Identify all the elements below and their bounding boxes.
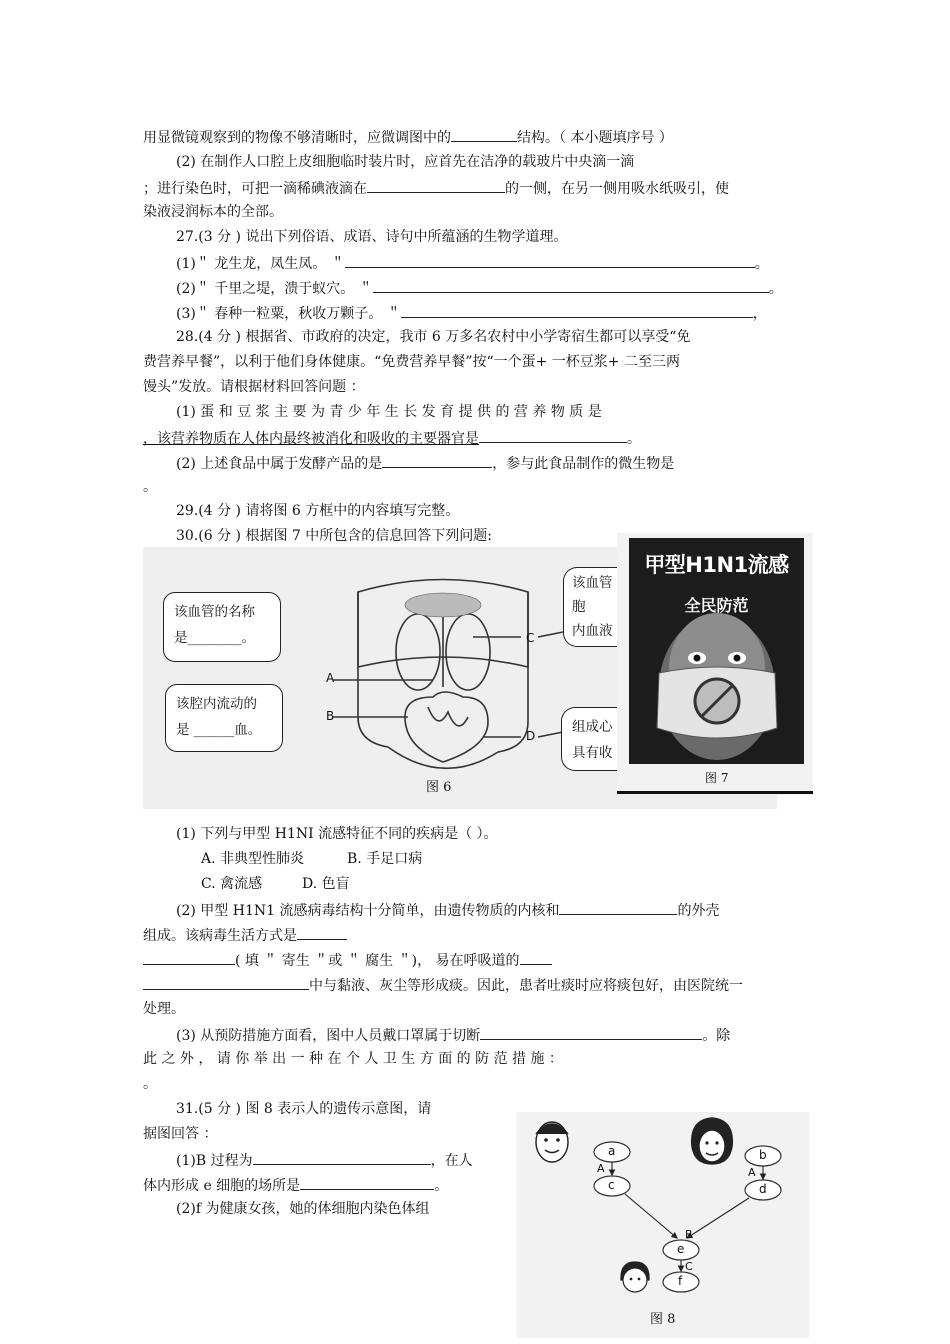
text-segment: (2) 上述食品中属于发酵产品的是 (176, 456, 383, 472)
answer-blank[interactable] (479, 428, 627, 443)
text-line: 。 (143, 1076, 157, 1092)
text-line (176, 253, 769, 273)
answer-blank[interactable] (345, 253, 755, 268)
text-segment: (2) 甲型 H1N1 流感病毒结构十分简单，由遗传物质的内核和 (176, 903, 560, 919)
poster-subtitle: 全民防范 (684, 596, 749, 615)
option-b: B. 手足口病 (347, 851, 423, 867)
text-line (143, 975, 743, 995)
answer-blank[interactable] (401, 303, 753, 318)
text-segment: 的外壳 (677, 903, 720, 919)
text-segment: (1)B 过程为 (176, 1153, 253, 1169)
callout-text: 胞 (572, 599, 586, 615)
node-d: d (759, 1182, 767, 1196)
option-a: A. 非典型性肺炎 (201, 851, 305, 867)
text-line: (1) 蛋 和 豆 浆 主 要 为 青 少 年 生 长 发 育 提 供 的 营 养 物 质 是 (176, 404, 602, 420)
label-c: C (526, 631, 535, 645)
node-b: b (759, 1148, 767, 1162)
answer-blank[interactable] (297, 925, 347, 940)
callout-chamber-blood (165, 684, 283, 752)
text-line (143, 925, 347, 945)
text-line (143, 127, 673, 147)
answer-blank[interactable] (300, 1175, 434, 1190)
answer-blank[interactable] (143, 950, 235, 965)
text-segment: ，该营养物质在人体内最终被消化和吸收的主要器官是 (143, 431, 479, 447)
text-segment: 。 (627, 431, 641, 447)
callout-text: 内血液 (572, 623, 613, 639)
text-line (176, 1025, 730, 1045)
answer-blank[interactable] (480, 1025, 702, 1040)
text-line: 此 之 外 ， 请 你 举 出 一 种 在 个 人 卫 生 方 面 的 防 范 措 施 ： (143, 1051, 563, 1067)
text-segment: ， (752, 306, 767, 322)
text-line: 。 (143, 479, 157, 495)
node-c: c (608, 1178, 615, 1192)
text-segment: 。除 (702, 1028, 731, 1044)
figure-7 (617, 533, 813, 795)
arrow-label-a: A (748, 1166, 756, 1179)
callout-text: 该血管的名称 (174, 604, 255, 620)
text-line: 馒头”发放。请根据材料回答问题 ： (143, 379, 365, 395)
answer-blank[interactable] (382, 453, 492, 468)
question-28: 28.(4 分 ) 根据省、市政府的决定，我市 6 万多名农村中小学寄宿生都可以享受“免 (176, 329, 691, 345)
callout-text: 是________。 (174, 630, 255, 646)
arrow-label-a: A (597, 1162, 605, 1175)
text-segment: 。 (434, 1178, 449, 1194)
option-c: C. 禽流感 (201, 876, 263, 892)
text-segment: (1)＂ 龙生龙，凤生凤。 ＂ (176, 256, 345, 272)
text-line (143, 178, 729, 198)
answer-blank[interactable] (367, 178, 505, 193)
text-segment: 。 (768, 281, 783, 297)
text-line (176, 278, 783, 298)
text-segment: 的一侧，在另一侧用吸水纸吸引，使 (505, 181, 729, 197)
text-segment: ，在人 (430, 1153, 473, 1169)
text-segment: 。 (754, 256, 769, 272)
text-segment: (3) 从预防措施方面看，图中人员戴口罩属于切断 (176, 1028, 481, 1044)
label-a: A (326, 671, 335, 685)
text-line (176, 303, 767, 323)
node-e: e (677, 1242, 685, 1256)
text-line: (2)f 为健康女孩，她的体细胞内染色体组 (176, 1201, 430, 1217)
text-line (143, 950, 552, 970)
figure-6-caption: 图 6 (426, 780, 452, 795)
answer-blank[interactable] (373, 278, 769, 293)
text-segment: (2)＂ 千里之堤，溃于蚁穴。 ＂ (176, 281, 373, 297)
poster-title: 甲型H1N1流感 (644, 553, 789, 577)
arrow-label-c: C (685, 1260, 693, 1273)
label-d: D (526, 729, 536, 743)
text-segment: (3)＂ 春种一粒粟，秋收万颗子。 ＂ (176, 306, 401, 322)
callout-text: 组成心 (572, 719, 613, 735)
answer-blank[interactable] (253, 1150, 431, 1165)
callout-text: 该血管 (572, 575, 613, 591)
text-segment: 用显微镜观察到的物像不够清晰时，应微调图中的 (143, 130, 451, 146)
text-segment: 中与黏液、灰尘等形成痰。因此，患者吐痰时应将痰包好，由医院统一 (309, 978, 743, 994)
text-segment: 结构。（ 本小题填序号 ） (517, 130, 673, 146)
question-31: 31.(5 分 ) 图 8 表示人的遗传示意图，请 (176, 1101, 432, 1117)
question-29: 29.(4 分 ) 请将图 6 方框中的内容填写完整。 (176, 503, 460, 519)
text-line: 处理。 (143, 1001, 185, 1017)
text-line (143, 1175, 448, 1195)
text-segment: ( 填 ＂ 寄生 ＂或 ＂ 腐生 ＂)， 易在呼吸道的 (235, 953, 520, 969)
text-line: (1) 下列与甲型 H1NI 流感特征不同的疾病是（ ）。 (176, 826, 498, 842)
node-a: a (608, 1144, 616, 1158)
figure-8-caption: 图 8 (650, 1312, 676, 1327)
option-d: D. 色盲 (302, 876, 350, 892)
question-30: 30.(6 分 ) 根据图 7 中所包含的信息回答下列问题: (176, 528, 492, 544)
text-line (176, 900, 719, 920)
text-line: (2) 在制作人口腔上皮细胞临时装片时，应首先在洁净的载玻片中央滴一滴 (176, 154, 635, 170)
text-segment: 组成。该病毒生活方式是 (143, 928, 297, 944)
text-line (176, 453, 674, 473)
text-line: 染液浸润标本的全部。 (143, 204, 283, 220)
text-line (143, 428, 641, 448)
text-segment: ；进行染色时，可把一滴稀碘液滴在 (143, 181, 367, 197)
answer-blank[interactable] (143, 975, 309, 990)
answer-blank[interactable] (520, 950, 552, 965)
heredity-diagram (517, 1112, 809, 1338)
callout-vessel-name (163, 592, 281, 662)
figure-7-caption: 图 7 (705, 771, 729, 785)
text-line (176, 1150, 473, 1170)
text-line: 费营养早餐”，以利于他们身体健康。“免费营养早餐”按“一个蛋+ 一杯豆浆+ 二至三两 (143, 354, 680, 370)
answer-blank[interactable] (451, 127, 517, 142)
callout-text: 是 ______血。 (176, 722, 262, 738)
node-f: f (678, 1274, 683, 1288)
text-segment: ，参与此食品制作的微生物是 (492, 456, 675, 472)
callout-text: 该腔内流动的 (176, 696, 257, 712)
text-segment: 体内形成 e 细胞的场所是 (143, 1178, 301, 1194)
question-27: 27.(3 分 ) 说出下列俗语、成语、诗句中所蕴涵的生物学道理。 (176, 229, 568, 245)
callout-text: 具有收 (572, 745, 613, 761)
label-b: B (326, 709, 335, 723)
text-line: 据图回答 ： (143, 1126, 218, 1142)
arrow-label-b: B (685, 1228, 693, 1241)
answer-blank[interactable] (559, 900, 677, 915)
figure-8 (517, 1112, 809, 1338)
